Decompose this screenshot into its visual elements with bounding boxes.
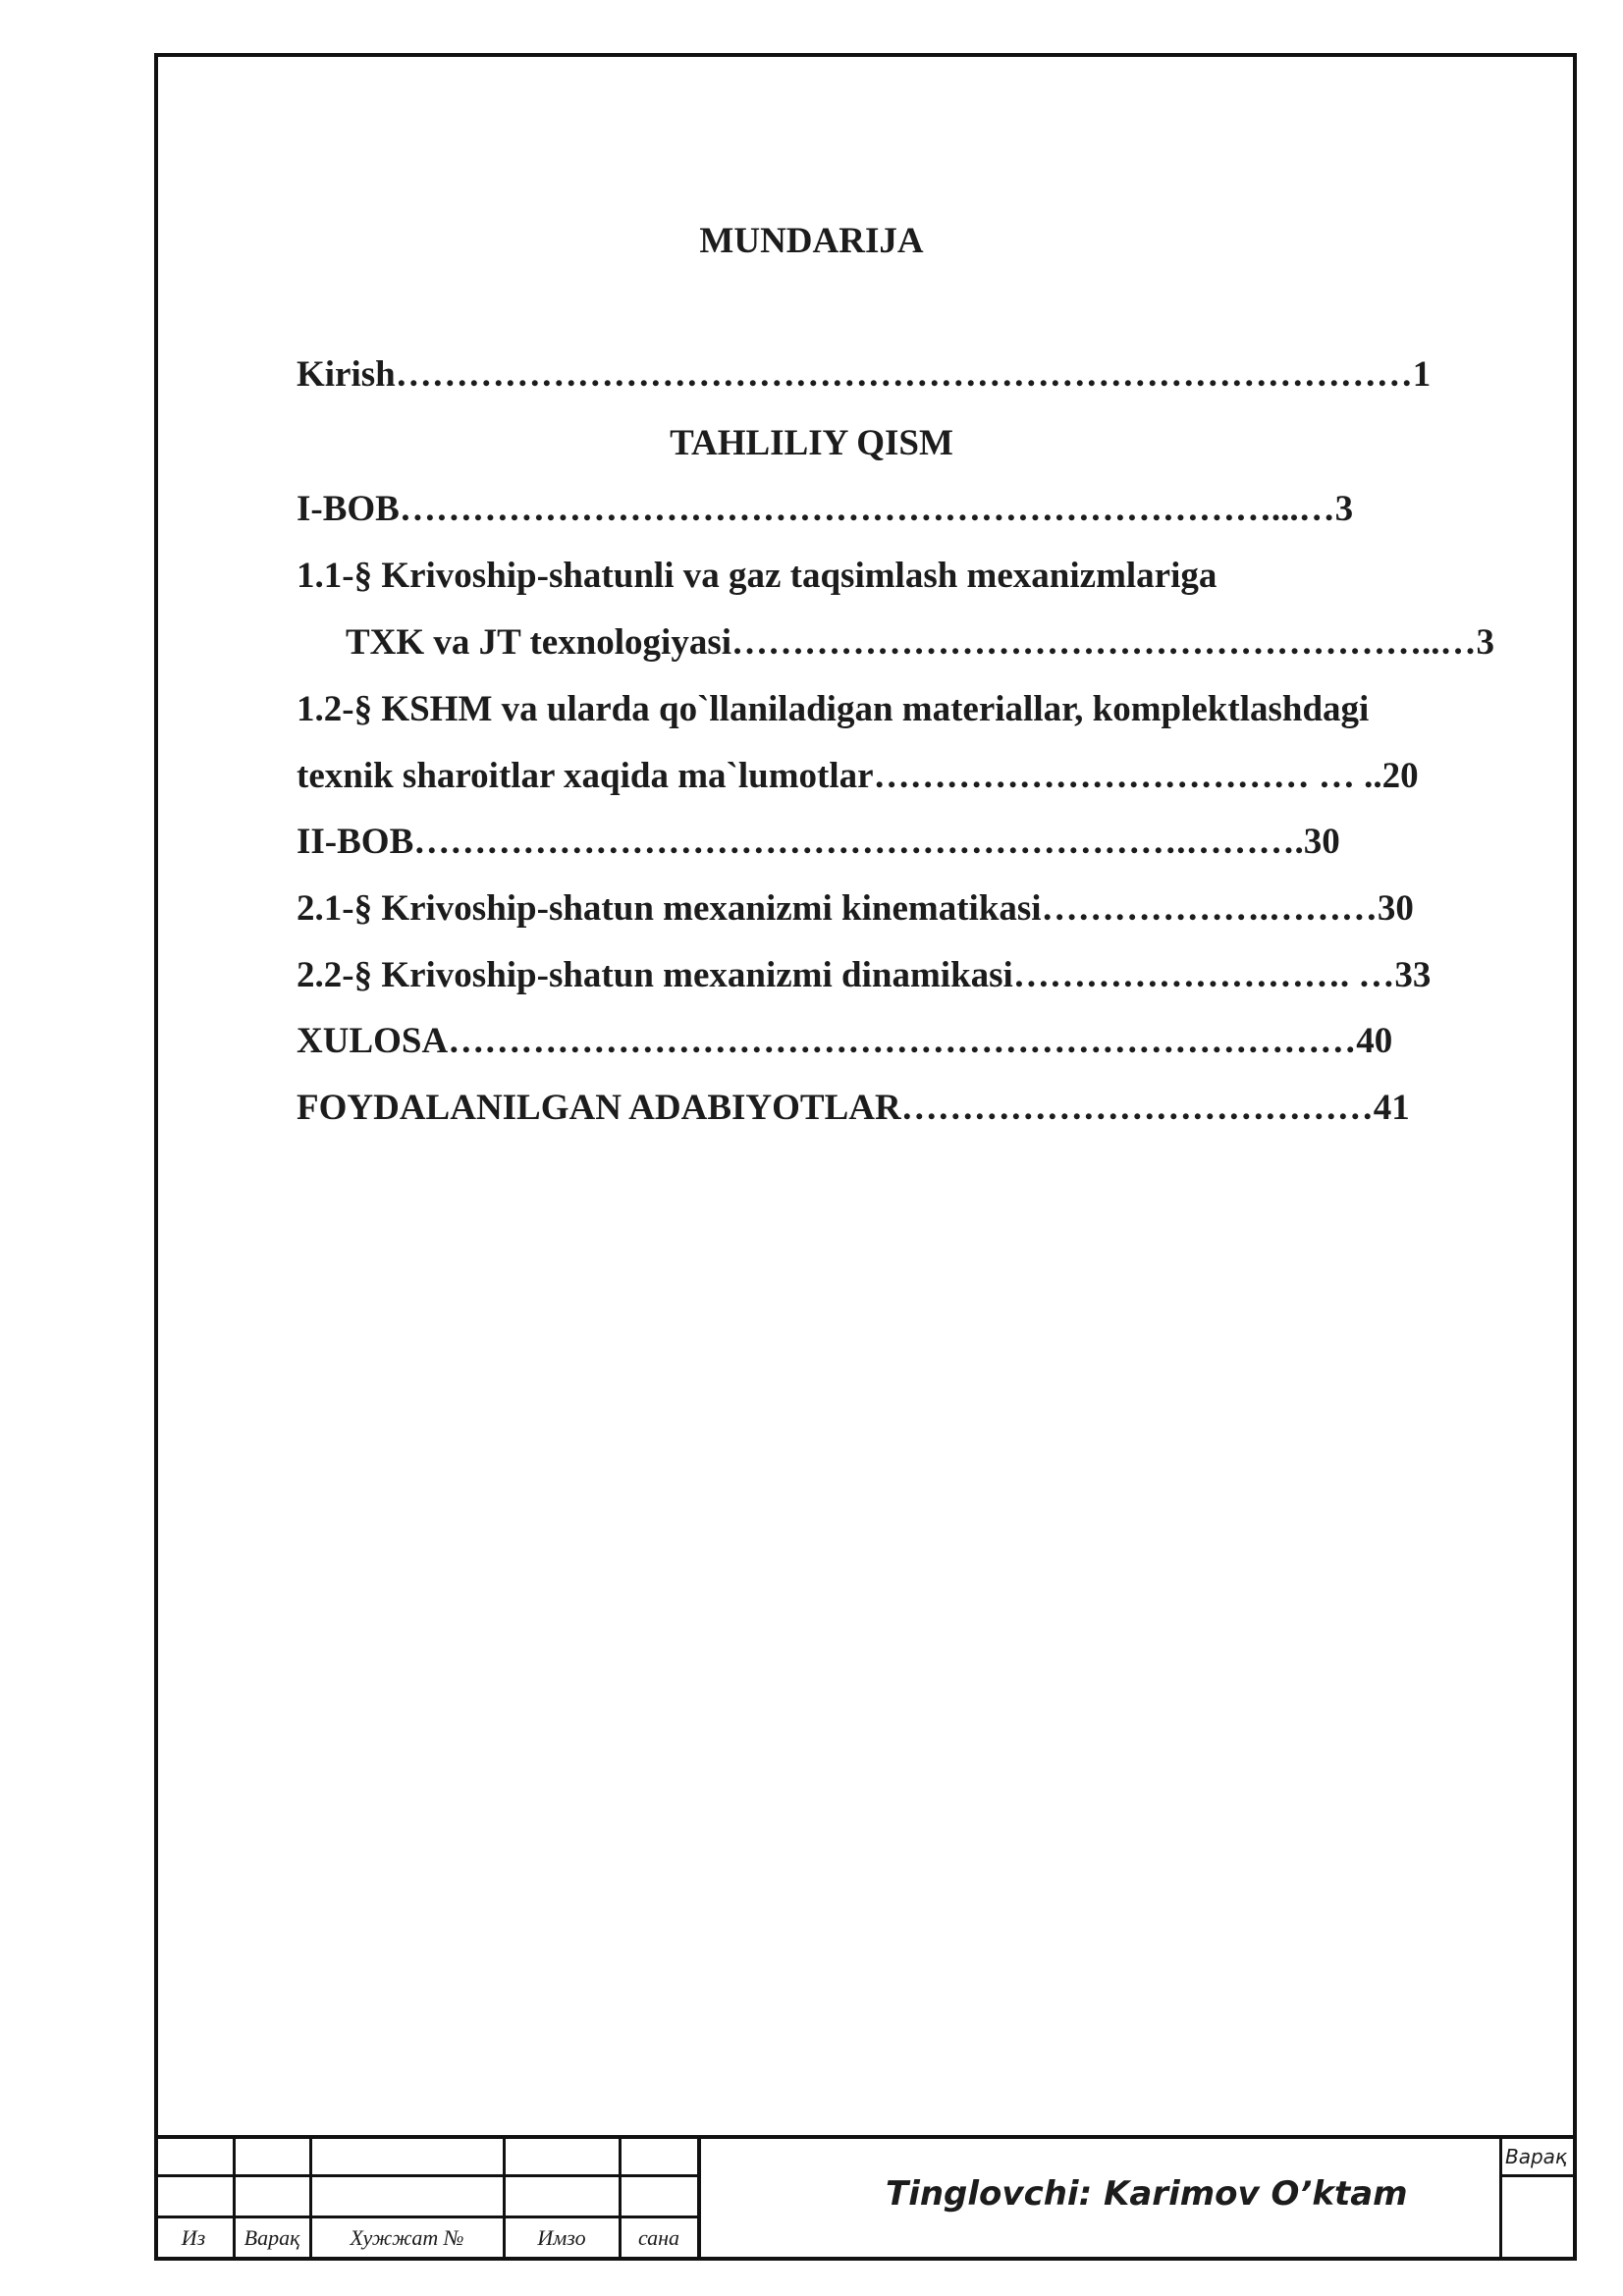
toc-page-number: 3 (1476, 622, 1494, 663)
toc-entry-text: I-BOB (297, 489, 400, 529)
stamp-grid-line (1499, 2174, 1577, 2177)
toc-leader-dots: ……………….……… (1041, 888, 1378, 929)
toc-page-number: 30 (1303, 822, 1340, 862)
toc-entry-text: 2.2-§ Krivoship-shatun mexanizmi dinamikasi (297, 955, 1013, 995)
toc-entry-kirish (297, 353, 1431, 397)
toc-page-number: 30 (1377, 888, 1414, 929)
toc-page-number: 20 (1381, 756, 1419, 796)
toc-leader-dots: ………………………………………………………………………… (395, 354, 1413, 395)
toc-page-number: 40 (1356, 1021, 1393, 1061)
toc-entry-text: FOYDALANILGAN ADABIYOTLAR (297, 1088, 901, 1128)
stamp-col-sana: сана (637, 2225, 680, 2250)
toc-page-number: 41 (1373, 1088, 1410, 1128)
toc-entry-2-1 (297, 887, 1414, 931)
toc-section-heading: TAHLILIY QISM (670, 423, 953, 463)
toc-entry-text: 2.1-§ Krivoship-shatun mexanizmi kinematikasi (297, 888, 1042, 929)
stamp-border-top (154, 2135, 1577, 2139)
stamp-sheet-label: Варақ (1505, 2145, 1568, 2168)
toc-entry-2-2 (297, 954, 1431, 997)
toc-entry-text: Kirish (297, 354, 396, 395)
toc-entry-1-2-line1 (297, 688, 1369, 731)
toc-entry-text: II-BOB (297, 822, 414, 862)
toc-leader-dots: ……………………………… … .. (873, 756, 1382, 796)
toc-entry-text: 1.2-§ KSHM va ularda qo`llaniladigan materiallar, komplektlashdagi (297, 689, 1370, 729)
toc-leader-dots: ………………………………………………………………...… (399, 489, 1335, 529)
toc-entry-adabiyotlar (297, 1087, 1410, 1130)
toc-entry-ii-bob (297, 821, 1340, 864)
stamp-col-iz: Из (181, 2225, 206, 2250)
toc-leader-dots: ………………………………………………………………… (448, 1021, 1357, 1061)
stamp-col-imzo: Имзо (537, 2225, 586, 2250)
stamp-author: Tinglovchi: Karimov O’ktam (886, 2174, 1408, 2214)
stamp-col-hujjat: Хужжат № (350, 2225, 464, 2250)
toc-leader-dots: ……………………………………………………….………. (413, 822, 1304, 862)
toc-page-number: 33 (1394, 955, 1432, 995)
toc-entry-i-bob (297, 488, 1353, 531)
toc-page-number: 1 (1412, 354, 1432, 395)
toc-entry-1-2-line2 (297, 755, 1419, 798)
toc-entry-text: 1.1-§ Krivoship-shatunli va gaz taqsimlash mexanizmlariga (297, 556, 1217, 596)
toc-leader-dots: ………………………………… (900, 1088, 1374, 1128)
toc-page-number: 3 (1334, 489, 1354, 529)
toc-entry-1-1-line1 (297, 555, 1217, 598)
toc-entry-xulosa (297, 1020, 1392, 1063)
toc-title: MUNDARIJA (699, 221, 924, 261)
toc-leader-dots: ………………………. … (1012, 955, 1395, 995)
toc-entry-text: TXK va JT texnologiyasi (346, 622, 731, 663)
toc-entry-1-1-line2 (346, 621, 1494, 665)
toc-entry-text: texnik sharoitlar xaqida ma`lumotlar (297, 756, 874, 796)
toc-leader-dots: …………………………………………………..… (731, 622, 1477, 663)
stamp-grid-line (697, 2135, 701, 2261)
toc-entry-text: XULOSA (297, 1021, 449, 1061)
stamp-col-varoq: Варақ (243, 2225, 300, 2250)
stamp-grid-line (1499, 2135, 1502, 2261)
title-block (154, 2135, 1577, 2261)
